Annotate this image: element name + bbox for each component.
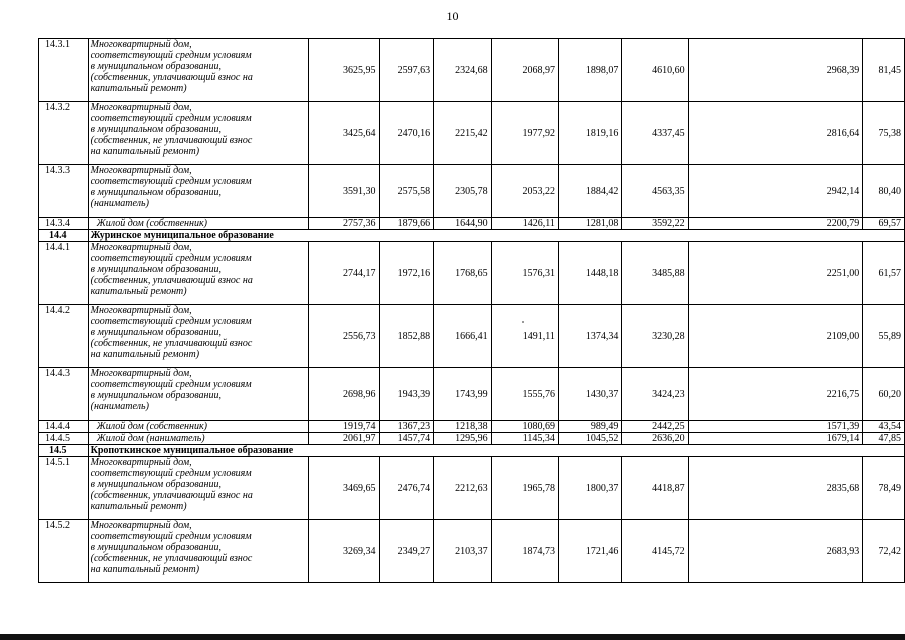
- value-cell: 2109,00: [688, 305, 863, 368]
- value-cell: 1571,39: [688, 421, 863, 433]
- value-cell: 1743,99: [434, 368, 492, 421]
- value-cell: 2476,74: [379, 457, 434, 520]
- table-row: [39, 102, 905, 165]
- description-line: на капитальный ремонт): [90, 146, 200, 157]
- description-line: капитальный ремонт): [90, 83, 187, 94]
- value-cell: 1555,76: [491, 368, 558, 421]
- value-cell: 4145,72: [622, 520, 688, 583]
- section-row: [39, 230, 905, 242]
- value-cell: 1943,39: [379, 368, 434, 421]
- description-line: Многоквартирный дом,: [90, 457, 192, 468]
- value-cell: 1919,74: [309, 421, 379, 433]
- row-code: 14.4.5: [39, 433, 89, 445]
- value-cell: 1852,88: [379, 305, 434, 368]
- value-cell: 2061,97: [309, 433, 379, 445]
- value-cell: 1965,78: [491, 457, 558, 520]
- value-cell: 1576,31: [491, 242, 558, 305]
- description-line: соответствующий средним условиям: [90, 176, 252, 187]
- description-line: Многоквартирный дом,: [90, 520, 192, 531]
- description-line: соответствующий средним условиям: [90, 253, 252, 264]
- value-cell: 55,89: [863, 305, 905, 368]
- value-cell: 1374,34: [558, 305, 621, 368]
- value-cell: 75,38: [863, 102, 905, 165]
- value-cell: 78,49: [863, 457, 905, 520]
- scan-bottom-edge: [0, 634, 905, 640]
- description-line: Жилой дом (собственник): [96, 421, 207, 432]
- row-code: 14.4.3: [39, 368, 89, 421]
- value-cell: 60,20: [863, 368, 905, 421]
- value-cell: 2816,64: [688, 102, 863, 165]
- description-line: на капитальный ремонт): [90, 349, 200, 360]
- value-cell: 1768,65: [434, 242, 492, 305]
- value-cell: 2597,63: [379, 39, 434, 102]
- value-cell: 61,57: [863, 242, 905, 305]
- value-cell: 1884,42: [558, 165, 621, 218]
- value-cell: 1977,92: [491, 102, 558, 165]
- scan-spot: [522, 321, 524, 323]
- value-cell: 2556,73: [309, 305, 379, 368]
- description-line: (наниматель): [90, 198, 149, 209]
- value-cell: 2698,96: [309, 368, 379, 421]
- description-line: Многоквартирный дом,: [90, 102, 192, 113]
- value-cell: 1080,69: [491, 421, 558, 433]
- table-row: [39, 433, 905, 445]
- value-cell: 80,40: [863, 165, 905, 218]
- value-cell: 2835,68: [688, 457, 863, 520]
- description-line: (собственник, уплачивающий взнос на: [90, 275, 253, 286]
- description-line: в муниципальном образовании,: [90, 61, 222, 72]
- value-cell: 2968,39: [688, 39, 863, 102]
- value-cell: 1819,16: [558, 102, 621, 165]
- description-line: Многоквартирный дом,: [90, 165, 192, 176]
- row-code: 14.3.1: [39, 39, 89, 102]
- value-cell: 2200,79: [688, 218, 863, 230]
- value-cell: 3592,22: [622, 218, 688, 230]
- section-title: Журинское муниципальное образование: [88, 230, 904, 242]
- value-cell: 2103,37: [434, 520, 492, 583]
- row-description: [88, 368, 309, 421]
- value-cell: 2942,14: [688, 165, 863, 218]
- value-cell: 2212,63: [434, 457, 492, 520]
- value-cell: 4610,60: [622, 39, 688, 102]
- value-cell: 1679,14: [688, 433, 863, 445]
- table-row: [39, 242, 905, 305]
- value-cell: 1879,66: [379, 218, 434, 230]
- row-description: [88, 305, 309, 368]
- value-cell: 1295,96: [434, 433, 492, 445]
- value-cell: 2683,93: [688, 520, 863, 583]
- description-line: (собственник, уплачивающий взнос на: [90, 490, 253, 501]
- value-cell: 4418,87: [622, 457, 688, 520]
- value-cell: 4337,45: [622, 102, 688, 165]
- value-cell: 2757,36: [309, 218, 379, 230]
- description-line: Многоквартирный дом,: [90, 39, 192, 50]
- row-description: [88, 433, 309, 445]
- description-line: в муниципальном образовании,: [90, 187, 222, 198]
- tariff-table: [38, 38, 905, 583]
- value-cell: 3424,23: [622, 368, 688, 421]
- value-cell: 3625,95: [309, 39, 379, 102]
- row-description: [88, 218, 309, 230]
- value-cell: 2575,58: [379, 165, 434, 218]
- value-cell: 1666,41: [434, 305, 492, 368]
- description-line: в муниципальном образовании,: [90, 479, 222, 490]
- table-row: [39, 39, 905, 102]
- value-cell: 1145,34: [491, 433, 558, 445]
- description-line: в муниципальном образовании,: [90, 264, 222, 275]
- value-cell: 2216,75: [688, 368, 863, 421]
- description-line: капитальный ремонт): [90, 501, 187, 512]
- value-cell: 1721,46: [558, 520, 621, 583]
- row-description: [88, 242, 309, 305]
- description-line: соответствующий средним условиям: [90, 316, 252, 327]
- description-line: соответствующий средним условиям: [90, 113, 252, 124]
- value-cell: 1800,37: [558, 457, 621, 520]
- value-cell: 43,54: [863, 421, 905, 433]
- value-cell: 2324,68: [434, 39, 492, 102]
- table-row: [39, 421, 905, 433]
- table-row: [39, 368, 905, 421]
- value-cell: 1218,38: [434, 421, 492, 433]
- value-cell: 2442,25: [622, 421, 688, 433]
- table-row: [39, 457, 905, 520]
- section-code: 14.4: [39, 230, 89, 242]
- description-line: Многоквартирный дом,: [90, 242, 192, 253]
- value-cell: 2470,16: [379, 102, 434, 165]
- value-cell: 1898,07: [558, 39, 621, 102]
- value-cell: 2251,00: [688, 242, 863, 305]
- description-line: в муниципальном образовании,: [90, 327, 222, 338]
- description-line: (собственник, не уплачивающий взнос: [90, 338, 253, 349]
- section-code: 14.5: [39, 445, 89, 457]
- value-cell: 1430,37: [558, 368, 621, 421]
- description-line: (собственник, не уплачивающий взнос: [90, 135, 253, 146]
- value-cell: 1644,90: [434, 218, 492, 230]
- table-row: [39, 218, 905, 230]
- row-code: 14.4.4: [39, 421, 89, 433]
- row-code: 14.4.1: [39, 242, 89, 305]
- value-cell: 2215,42: [434, 102, 492, 165]
- value-cell: 69,57: [863, 218, 905, 230]
- section-row: [39, 445, 905, 457]
- value-cell: 81,45: [863, 39, 905, 102]
- table-row: [39, 520, 905, 583]
- value-cell: 3269,34: [309, 520, 379, 583]
- row-description: [88, 39, 309, 102]
- value-cell: 1448,18: [558, 242, 621, 305]
- row-code: 14.5.2: [39, 520, 89, 583]
- value-cell: 1367,23: [379, 421, 434, 433]
- value-cell: 3591,30: [309, 165, 379, 218]
- description-line: капитальный ремонт): [90, 286, 187, 297]
- value-cell: 2744,17: [309, 242, 379, 305]
- description-line: соответствующий средним условиям: [90, 468, 252, 479]
- row-code: 14.5.1: [39, 457, 89, 520]
- page-number: 10: [446, 9, 459, 23]
- value-cell: 1972,16: [379, 242, 434, 305]
- value-cell: 989,49: [558, 421, 621, 433]
- value-cell: 72,42: [863, 520, 905, 583]
- section-title: Кропоткинское муниципальное образование: [88, 445, 904, 457]
- value-cell: 2349,27: [379, 520, 434, 583]
- description-line: на капитальный ремонт): [90, 564, 200, 575]
- value-cell: 47,85: [863, 433, 905, 445]
- description-line: (наниматель): [90, 401, 149, 412]
- description-line: Жилой дом (наниматель): [96, 433, 205, 444]
- row-code: 14.3.2: [39, 102, 89, 165]
- value-cell: 3230,28: [622, 305, 688, 368]
- row-description: [88, 457, 309, 520]
- row-description: [88, 102, 309, 165]
- value-cell: 1457,74: [379, 433, 434, 445]
- value-cell: 3485,88: [622, 242, 688, 305]
- value-cell: 2636,20: [622, 433, 688, 445]
- description-line: (собственник, не уплачивающий взнос: [90, 553, 253, 564]
- table-row: [39, 305, 905, 368]
- value-cell: 2053,22: [491, 165, 558, 218]
- description-line: Многоквартирный дом,: [90, 305, 192, 316]
- description-line: Многоквартирный дом,: [90, 368, 192, 379]
- description-line: соответствующий средним условиям: [90, 531, 252, 542]
- value-cell: 1426,11: [491, 218, 558, 230]
- value-cell: 3469,65: [309, 457, 379, 520]
- row-description: [88, 165, 309, 218]
- description-line: соответствующий средним условиям: [90, 379, 252, 390]
- description-line: в муниципальном образовании,: [90, 390, 222, 401]
- description-line: Жилой дом (собственник): [96, 218, 207, 229]
- description-line: (собственник, уплачивающий взнос на: [90, 72, 253, 83]
- row-code: 14.3.3: [39, 165, 89, 218]
- value-cell: 1491,11: [491, 305, 558, 368]
- description-line: в муниципальном образовании,: [90, 124, 222, 135]
- table-row: [39, 165, 905, 218]
- row-description: [88, 520, 309, 583]
- row-code: 14.3.4: [39, 218, 89, 230]
- row-code: 14.4.2: [39, 305, 89, 368]
- value-cell: 4563,35: [622, 165, 688, 218]
- row-description: [88, 421, 309, 433]
- value-cell: 3425,64: [309, 102, 379, 165]
- value-cell: 2305,78: [434, 165, 492, 218]
- description-line: соответствующий средним условиям: [90, 50, 252, 61]
- value-cell: 2068,97: [491, 39, 558, 102]
- value-cell: 1281,08: [558, 218, 621, 230]
- value-cell: 1045,52: [558, 433, 621, 445]
- description-line: в муниципальном образовании,: [90, 542, 222, 553]
- value-cell: 1874,73: [491, 520, 558, 583]
